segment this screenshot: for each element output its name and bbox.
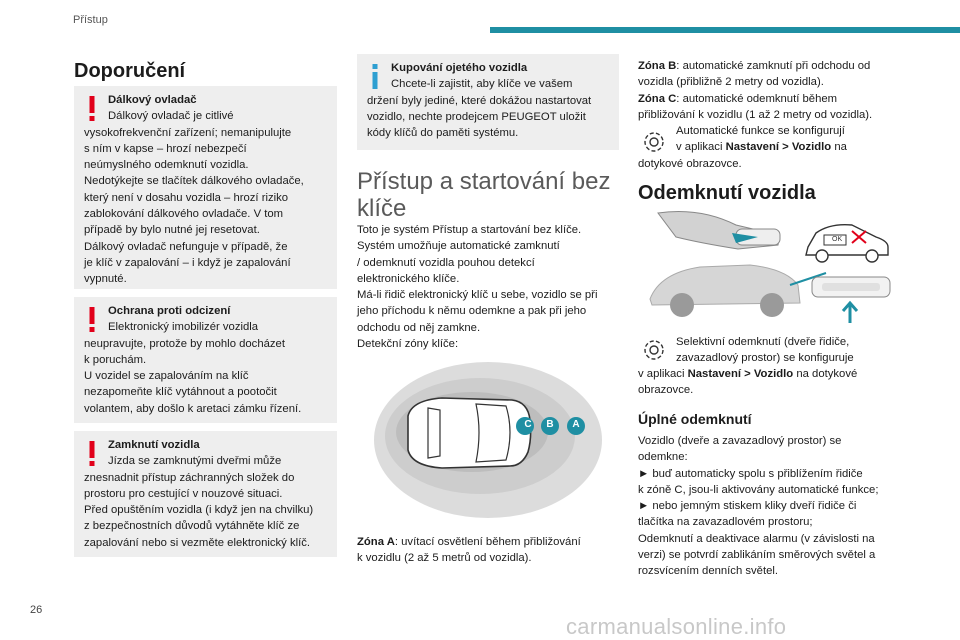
- config1-text: v aplikaci: [676, 141, 726, 154]
- config1-line1: Automatické funkce se konfigurují: [676, 125, 845, 137]
- warning-title: Dálkový ovladač: [108, 94, 197, 106]
- settings-gear-icon: [640, 336, 668, 364]
- car-status-badge: OK: [832, 236, 843, 243]
- warning-first-line: Jízda se zamknutými dveřmi může: [108, 455, 282, 468]
- warning-first-line: Dálkový ovladač je citlivé: [108, 110, 234, 123]
- warning-exclamation-icon: [88, 441, 96, 467]
- door-handle-illustration: [658, 212, 780, 250]
- info-title: Kupování ojetého vozidla: [391, 62, 528, 74]
- warning-box-antitheft: [74, 297, 337, 423]
- zone-c-text: : automatické odemknutí během přibližování k vozidlu (1 až 2 metry od vozidla).: [638, 92, 873, 121]
- settings-gear-icon: [640, 128, 668, 156]
- config2-line1: Selektivní odemknutí (dveře řidiče,: [676, 336, 850, 348]
- car-rear-photo-illustration: [650, 265, 826, 317]
- warning-first-line: Elektronický imobilizér vozidla: [108, 321, 259, 334]
- watermark: carmanualsonline.info: [566, 614, 787, 639]
- unlock-section-title: Odemknutí vozidla: [638, 182, 816, 204]
- config1-line3: dotykové obrazovce.: [638, 158, 742, 170]
- full-unlock-text: Vozidlo (dveře a zavazadlový prostor) se odemkne: ► buď automaticky spolu s přiblížením řidiče k zóně C, jsou-li aktivovány automatické funkce; ► nebo jemným stiskem kliky dveří řidiče či tlačítka na zavazadlovém prostoru; Odemknutí a deaktivace alarmu (v závislosti na verzi) se potvrdí zablikáním směrových světel a rozsvícením denních světel.: [638, 435, 879, 578]
- car-top-view-icon: [408, 398, 531, 468]
- zone-label-b: B: [546, 419, 554, 430]
- zone-b-text: : automatické zamknutí při odchodu od vozidla (přibližně 2 metry od vozidla).: [638, 60, 871, 89]
- warning-body: neupravujte, protože by mohlo docházet k poruchám. U vozidel se zapalováním na klíč nezapomeňte klíč vytáhnout a pootočit volantem, aby došlo k aretaci zámku řízení.: [84, 337, 302, 415]
- keyless-intro-text: Toto je systém Přístup a startování bez klíče. Systém umožňuje automatické zamknutí / odemknutí vozidla pouhou detekcí elektronického klíče. Má-li řidič elektronický klíč u sebe, vozidlo se při jeho příchodu k němu odemkne a pak při jeho odchodu od něj zamkne. Detekční zóny klíče:: [357, 224, 598, 351]
- detection-zones-figure: [372, 360, 604, 520]
- config2-suffix: na dotykové: [793, 368, 858, 380]
- info-box-used-vehicle: [357, 54, 619, 150]
- zone-c-label: Zóna C: [638, 92, 677, 105]
- unlock-figure: [640, 207, 896, 323]
- warning-body: vysokofrekvenční zařízení; nemanipulujte s ním v kapse – hrozí nebezpečí neúmyslného odemknutí vozidla. Nedotýkejte se tlačítek dálkového ovladače, který není v dosahu vozidla – hrozí riziko zablokování dálkového ovladače. V tom případě by bylo nutné jej resetovat. Dálkový ovladač nefunguje v případě, že je klíč v zapalování – i když je zapalování vypnuté.: [84, 126, 304, 286]
- header-accent-bar: [490, 27, 960, 33]
- trunk-button-illustration: [812, 277, 890, 323]
- info-icon: [371, 64, 379, 90]
- config1-suffix: na: [831, 141, 847, 154]
- zone-label-c: C: [524, 419, 532, 430]
- zone-label-a: A: [572, 419, 580, 430]
- config2-line2: zavazadlový prostor) se konfiguruje: [676, 352, 854, 365]
- page-number: 26: [30, 604, 43, 616]
- config2-text: v aplikaci: [638, 368, 688, 380]
- full-unlock-subtitle: Úplné odemknutí: [638, 411, 752, 427]
- warning-exclamation-icon: [88, 307, 96, 333]
- zone-a-label: Zóna A: [357, 536, 395, 548]
- car-side-icon: [806, 225, 888, 262]
- config2-line4: obrazovce.: [638, 384, 694, 397]
- warning-box-locking: [74, 431, 337, 557]
- info-body: držení byly jediné, které dokážou nastartovat vozidlo, nechte prodejcem PEUGEOT uložit kódy klíčů do paměti systému.: [367, 94, 592, 140]
- warning-exclamation-icon: [88, 96, 96, 122]
- zone-b-label: Zóna B: [638, 60, 677, 72]
- warning-box-remote: [74, 86, 337, 289]
- warning-title: Zamknutí vozidla: [108, 439, 200, 451]
- config1-path: Nastavení > Vozidlo: [725, 141, 832, 154]
- warning-body: znesnadnit přístup záchranných složek do prostoru pro cestující v nouzové situaci. Před opuštěním vozidla (i když jen na chvilku) z bezpečnostních důvodů vytáhněte klíč ze zapalování nebo si vezměte elektronický klíč.: [84, 471, 314, 549]
- warning-title: Ochrana proti odcizení: [108, 305, 231, 317]
- info-first-line: Chcete-li zajistit, aby klíče ve vašem: [391, 78, 573, 91]
- zone-a-text: : uvítací osvětlení během přibližování k vozidlu (2 až 5 metrů od vozidla).: [357, 536, 581, 565]
- header-section-label: Přístup: [73, 14, 108, 26]
- keyless-section-title: Přístup a startování bez klíče: [357, 168, 611, 222]
- config2-path: Nastavení > Vozidlo: [687, 368, 794, 380]
- recommendations-title: Doporučení: [74, 60, 186, 82]
